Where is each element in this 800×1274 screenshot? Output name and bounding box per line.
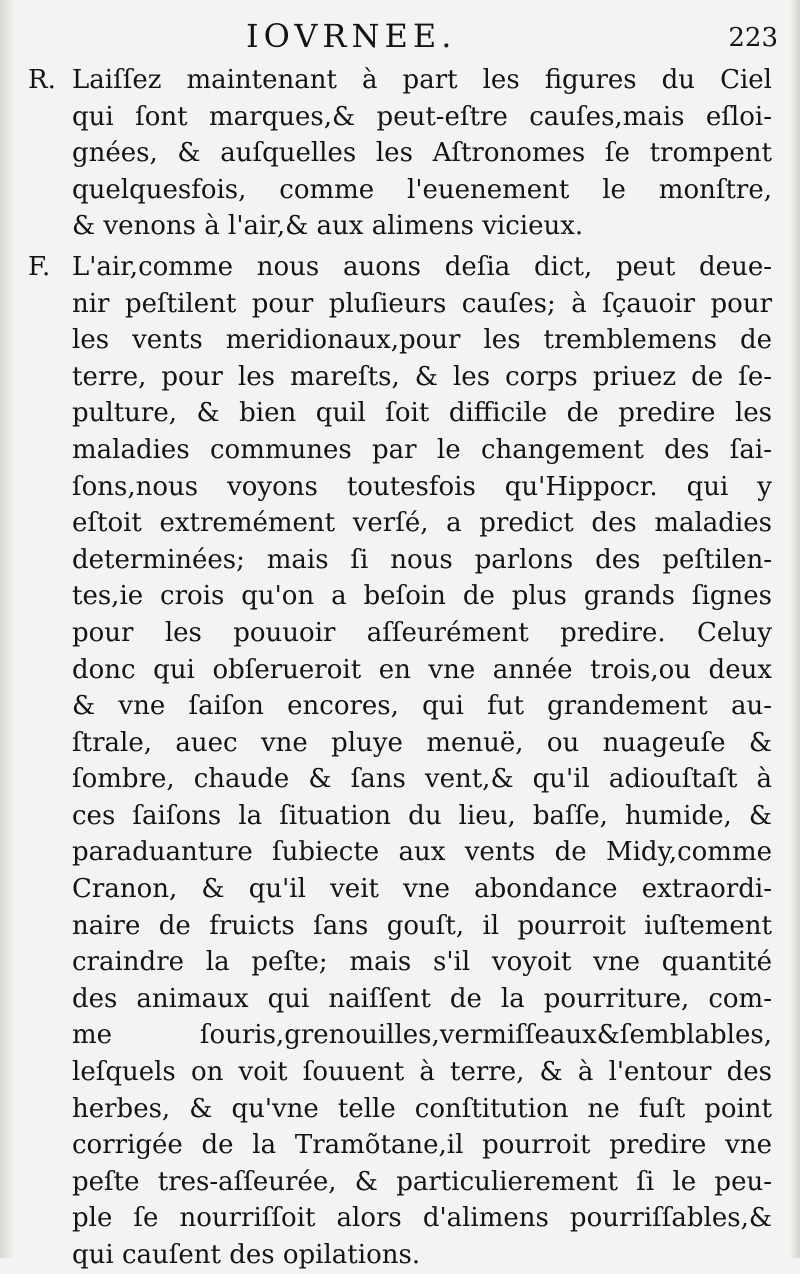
text-line — [28, 652, 788, 689]
text-line — [28, 871, 788, 908]
text-line — [28, 1127, 788, 1164]
page-edge-shadow — [790, 0, 800, 1258]
line-text: pulture, & bien quil ſoit difficile de predire les — [72, 398, 772, 429]
text-line — [28, 62, 788, 99]
line-text: donc qui obſerueroit en vne année trois,ou deux — [72, 654, 772, 685]
line-text: paraduanture ſubiecte aux vents de Midy,comme — [72, 837, 772, 868]
line-text: pour les pouuoir aſſeurément predire. Celuy — [72, 617, 772, 648]
line-text: des animaux qui naiſſent de la pourriture, com- — [72, 983, 772, 1014]
line-text: peſte tres-aſſeurée, & particulierement ſi le peu- — [72, 1166, 772, 1197]
text-line — [28, 286, 788, 323]
text-line — [28, 725, 788, 762]
text-line — [28, 908, 788, 945]
line-text: herbes, & qu'vne telle conſtitution ne fuſt point — [72, 1093, 772, 1124]
page-gutter-shadow — [0, 0, 14, 1258]
line-text: quelquesfois, comme l'euenement le monſtre, — [72, 174, 772, 205]
line-text: ſtrale, auec vne pluye menuë, ou nuageuſe & — [72, 727, 772, 758]
text-line — [28, 1237, 788, 1274]
text-line — [28, 395, 788, 432]
speaker-label: R. — [28, 65, 56, 95]
line-text: tes,ie crois qu'on a beſoin de plus grands ſignes — [72, 581, 772, 612]
line-text: ſombre, chaude & ſans vent,& qu'il adiouſtaſt à — [72, 764, 772, 795]
line-text: corrigée de la Tramõtane,il pourroit predire vne — [72, 1130, 772, 1161]
line-text: Cranon, & qu'il veit vne abondance extraordi- — [72, 874, 772, 905]
text-line — [28, 172, 788, 209]
text-line — [28, 981, 788, 1018]
line-text: L'air,comme nous auons deſia dict, peut deue- — [72, 251, 772, 282]
text-line — [28, 135, 788, 172]
text-line — [28, 432, 788, 469]
text-line — [28, 469, 788, 506]
line-text: gnées, & auſquelles les Aſtronomes ſe trompent — [72, 138, 772, 169]
line-text: naire de fruicts ſans gouſt, il pourroit iuſtement — [72, 910, 772, 941]
text-line — [28, 1091, 788, 1128]
text-line — [28, 944, 788, 981]
line-text: les vents meridionaux,pour les tremblemens de — [72, 325, 772, 356]
speaker-label: F. — [28, 251, 51, 282]
line-text: leſquels on voit ſouuent à terre, & à l'entour des — [72, 1057, 772, 1088]
text-line — [28, 1164, 788, 1201]
page-header — [0, 14, 800, 58]
line-text: & vne ſaiſon encores, qui fut grandement au- — [72, 691, 772, 722]
line-text: ſons,nous voyons toutesfois qu'Hippocr. qui y — [72, 471, 772, 502]
line-text: Laiſſez maintenant à part les figures du Ciel — [72, 65, 772, 95]
text-line — [28, 249, 788, 286]
line-text: & venons à l'air,& aux alimens vicieux. — [72, 211, 584, 242]
text-line — [28, 688, 788, 725]
line-text: ple ſe nourriſſoit alors d'alimens pourriſſables,& — [72, 1203, 772, 1234]
body-text — [28, 62, 788, 1274]
running-title: IOVRNEE. — [246, 17, 457, 55]
text-line — [28, 834, 788, 871]
line-text: determinées; mais ſi nous parlons des peſtilen- — [72, 544, 772, 575]
line-text: qui ſont marques,& peut-eſtre cauſes,mais eſloi- — [72, 101, 772, 132]
text-line — [28, 505, 788, 542]
line-text: terre, pour les mareſts, & les corps priuez de ſe- — [72, 361, 772, 392]
text-line — [28, 1054, 788, 1091]
text-line — [28, 798, 788, 835]
text-line — [28, 1017, 788, 1054]
line-text: me ſouris,grenouilles,vermiſſeaux&ſemblables, — [72, 1020, 772, 1051]
line-text: ces ſaiſons la ſituation du lieu, baſſe, humide, & — [72, 800, 772, 831]
text-line — [28, 322, 788, 359]
text-line — [28, 359, 788, 396]
line-text: craindre la peſte; mais s'il voyoit vne quantité — [72, 947, 772, 978]
text-line — [28, 542, 788, 579]
text-line — [28, 1200, 788, 1237]
text-line — [28, 615, 788, 652]
text-line — [28, 761, 788, 798]
text-line — [28, 99, 788, 136]
paragraph — [28, 249, 788, 1274]
line-text: qui cauſent des opilations. — [72, 1240, 421, 1270]
line-text: nir peſtilent pour pluſieurs cauſes; à ſçauoir pour — [72, 288, 772, 319]
line-text: maladies communes par le changement des ſai- — [72, 434, 772, 465]
text-line — [28, 208, 788, 245]
paragraph — [28, 62, 788, 245]
text-line — [28, 578, 788, 615]
line-text: eſtoit extremément verſé, a predict des maladies — [72, 508, 772, 539]
page-number: 223 — [728, 23, 778, 53]
